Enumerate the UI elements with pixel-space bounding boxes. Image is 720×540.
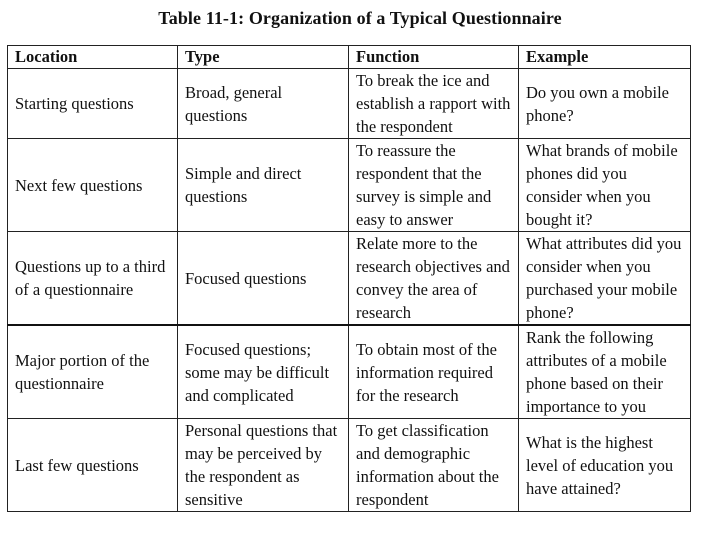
header-type: Type <box>178 46 349 69</box>
header-row <box>8 46 691 69</box>
table-row <box>8 232 691 326</box>
cell-type: Simple and direct questions <box>178 139 349 232</box>
cell-function: To obtain most of the information required for the research <box>349 325 519 419</box>
cell-example: What brands of mobile phones did you consider when you bought it? <box>519 139 691 232</box>
cell-location: Last few questions <box>8 419 178 512</box>
table-title: Table 11-1: Organization of a Typical Questionnaire <box>158 8 562 28</box>
cell-example: What attributes did you consider when you purchased your mobile phone? <box>519 232 691 326</box>
header-function: Function <box>349 46 519 69</box>
questionnaire-table <box>7 45 691 512</box>
cell-type: Focused questions <box>178 232 349 326</box>
cell-function: Relate more to the research objectives and convey the area of research <box>349 232 519 326</box>
cell-function: To get classification and demographic information about the respondent <box>349 419 519 512</box>
cell-type: Personal questions that may be perceived by the respondent as sensitive <box>178 419 349 512</box>
header-location: Location <box>8 46 178 69</box>
cell-location: Questions up to a third of a questionnaire <box>8 232 178 326</box>
table-row <box>8 419 691 512</box>
cell-location: Major portion of the questionnaire <box>8 325 178 419</box>
cell-type: Broad, general questions <box>178 69 349 139</box>
table-row <box>8 139 691 232</box>
cell-location: Next few questions <box>8 139 178 232</box>
table-row <box>8 69 691 139</box>
cell-type: Focused questions; some may be difficult and complicated <box>178 325 349 419</box>
cell-example: What is the highest level of education you have attained? <box>519 419 691 512</box>
cell-function: To break the ice and establish a rapport with the respondent <box>349 69 519 139</box>
cell-location: Starting questions <box>8 69 178 139</box>
header-example: Example <box>519 46 691 69</box>
table-row <box>8 325 691 419</box>
cell-function: To reassure the respondent that the survey is simple and easy to answer <box>349 139 519 232</box>
cell-example: Rank the following attributes of a mobile phone based on their importance to you <box>519 325 691 419</box>
cell-example: Do you own a mobile phone? <box>519 69 691 139</box>
